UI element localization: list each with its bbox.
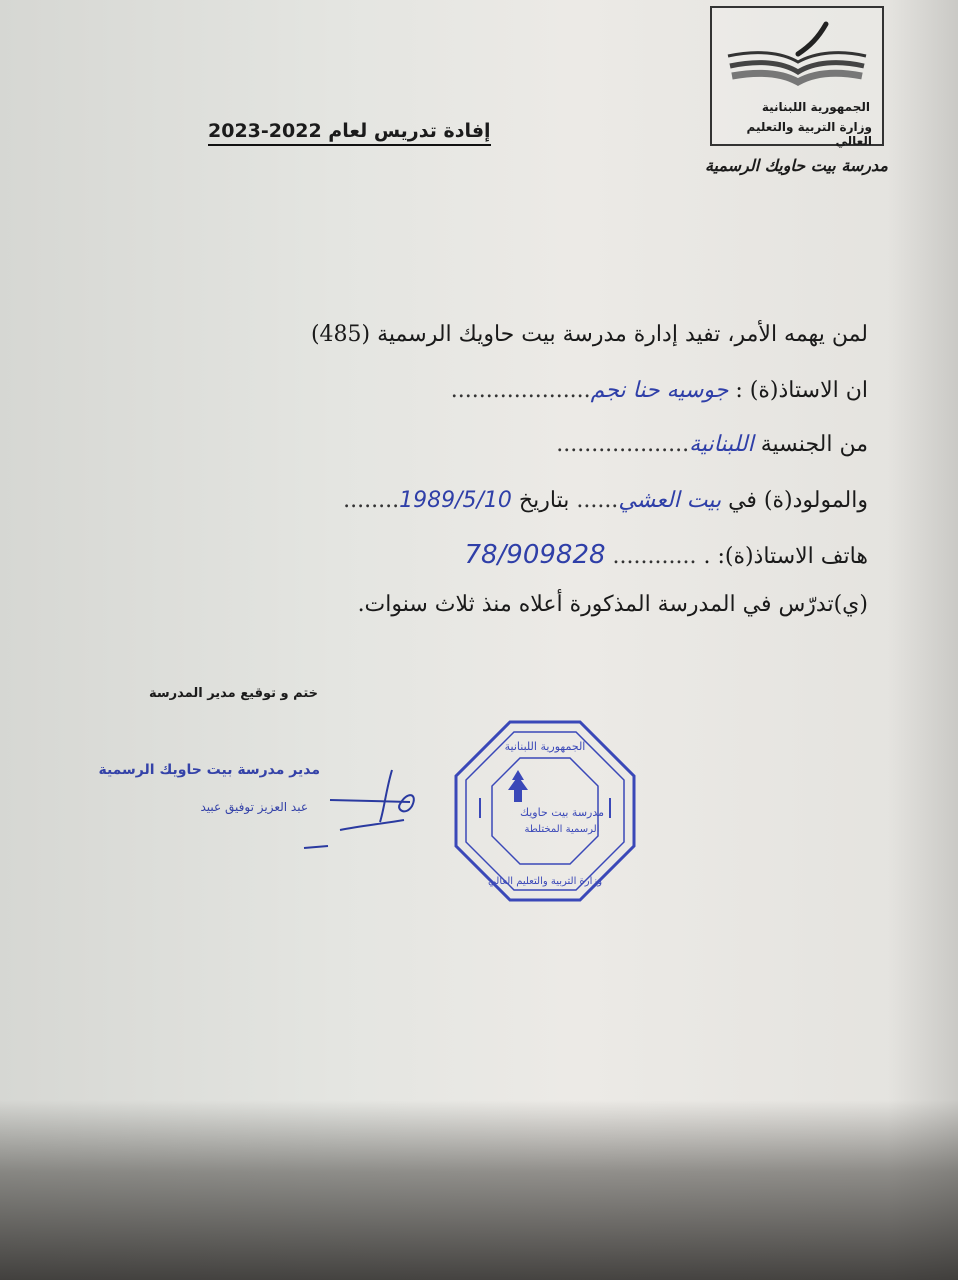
birth-label: والمولود(ة) في [728, 488, 868, 513]
date-label: بتاريخ [518, 488, 570, 513]
teacher-line [451, 378, 868, 403]
photo-shadow [0, 1100, 958, 1280]
page-edge-shadow [888, 0, 958, 1280]
intro-line: لمن يهمه الأمر، تفيد إدارة مدرسة بيت حاويك الرسمية (485) [310, 322, 868, 347]
republic-label: الجمهورية اللبنانية [761, 100, 870, 114]
seal-signature-label: ختم و توقيع مدير المدرسة [148, 686, 318, 701]
official-stamp [452, 718, 638, 904]
nationality-label: من الجنسية [760, 432, 868, 457]
stamp-center-line1: مدرسة بيت حاويك [519, 806, 605, 819]
phone-line [464, 540, 868, 570]
ministry-logo-box [710, 6, 884, 146]
ministry-label: وزارة التربية والتعليم العالي [746, 120, 872, 148]
phone-dots: ............ [612, 544, 697, 569]
birth-line [343, 488, 868, 513]
document-title: إفادة تدريس لعام 2022-2023 [208, 120, 491, 146]
stamp-center-line2: الرسمية المختلطة [524, 824, 600, 835]
teacher-name: جوسيه حنا نجم [590, 378, 729, 403]
nationality-dots: ................... [556, 432, 690, 457]
birth-place: بيت العشي [618, 488, 722, 513]
stamp-bottom-text: وزارة التربية والتعليم العالي [487, 876, 603, 887]
teacher-dots: .................... [450, 378, 591, 403]
teacher-label: ان الاستاذ(ة) : [735, 378, 868, 403]
date-dots: ........ [343, 488, 400, 513]
open-book-logo-icon [726, 16, 868, 96]
phone-value: 78/909828 [464, 540, 606, 570]
nationality-line [556, 432, 868, 457]
stamp-top-text: الجمهورية اللبنانية [504, 740, 586, 753]
nationality-value: اللبنانية [689, 432, 754, 457]
director-name: عبد العزيز توفيق عبيد [200, 800, 308, 814]
school-name: مدرسة بيت حاويك الرسمية [704, 156, 888, 175]
cedar-tree-icon [508, 770, 528, 802]
handwritten-signature [300, 760, 430, 860]
closing-line: (ي)تدرّس في المدرسة المذكورة أعلاه منذ ثلاث سنوات. [357, 592, 868, 617]
birth-date: 1989/5/10 [399, 488, 512, 513]
birth-dots: ...... [576, 488, 619, 513]
director-title: مدير مدرسة بيت حاويك الرسمية [98, 762, 320, 778]
phone-label: هاتف الاستاذ(ة): . [703, 544, 868, 569]
